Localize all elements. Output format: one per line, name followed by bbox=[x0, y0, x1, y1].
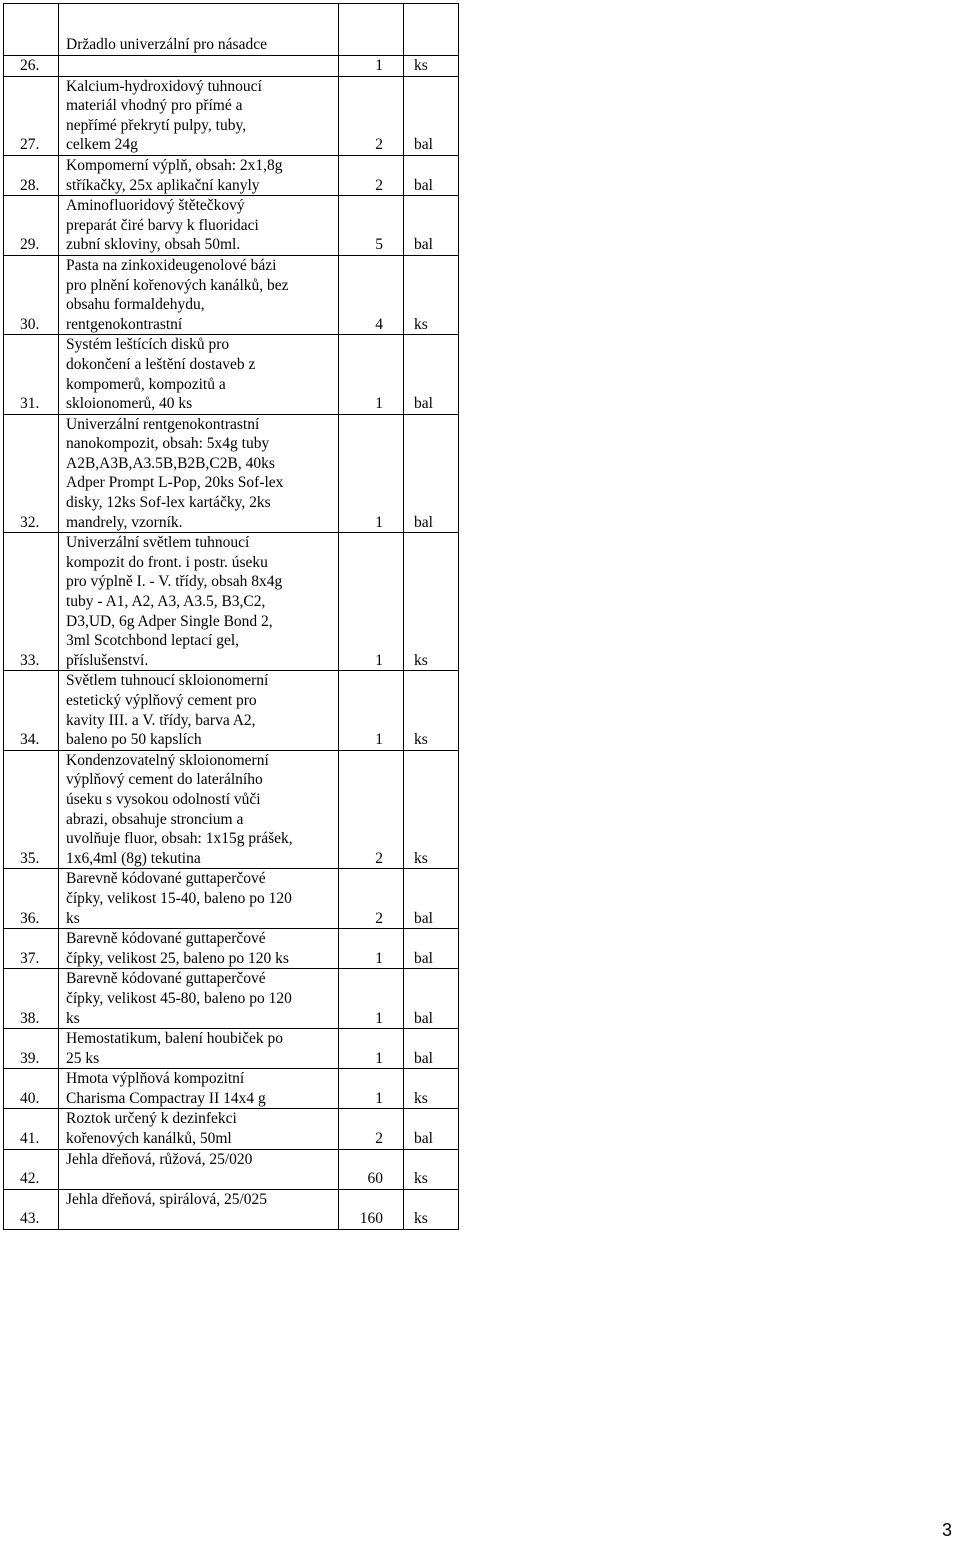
item-quantity: 1 bbox=[375, 57, 383, 74]
item-description: Univerzální rentgenokontrastní nanokompozit, obsah: 5x4g tuby A2B,A3B,A3.5B,B2B,C2B, 40ks Adper Prompt L-Pop, 20ks Sof-lex disky, 12ks Sof-lex kartáčky, 2ks mandrely, vzorník. bbox=[66, 415, 284, 531]
table-row bbox=[4, 76, 459, 155]
item-unit-cell bbox=[404, 1109, 459, 1149]
item-number-cell bbox=[4, 750, 59, 869]
items-table bbox=[3, 3, 459, 1230]
item-unit-cell bbox=[404, 929, 459, 969]
item-quantity: 1 bbox=[375, 395, 383, 413]
item-quantity: 160 bbox=[359, 1210, 383, 1228]
item-quantity-cell bbox=[339, 76, 404, 155]
item-number: 33. bbox=[20, 651, 40, 669]
item-unit: ks bbox=[414, 315, 428, 333]
item-quantity-cell bbox=[339, 155, 404, 195]
item-description-cell bbox=[59, 255, 339, 334]
item-description: Systém leštících disků pro dokončení a leštění dostaveb z kompomerů, kompozitů a skloionomerů, 40 ks bbox=[66, 336, 256, 413]
item-number-cell bbox=[4, 1149, 59, 1189]
item-quantity-cell bbox=[339, 869, 404, 929]
item-description: Světlem tuhnoucí skloionomerní estetický výplňový cement pro kavity III. a V. třídy, barva A2, baleno po 50 kapslích bbox=[66, 672, 269, 749]
item-unit: bal bbox=[414, 949, 433, 967]
item-quantity: 60 bbox=[367, 1170, 383, 1188]
item-unit-cell bbox=[404, 533, 459, 671]
item-description: Aminofluoridový štětečkový preparát čiré barvy k fluoridaci zubní skloviny, obsah 50ml. bbox=[66, 197, 259, 254]
item-description-cell bbox=[59, 1109, 339, 1149]
item-number: 34. bbox=[20, 731, 40, 749]
item-description-cell bbox=[59, 869, 339, 929]
item-description: Barevně kódované guttaperčové čípky, velikost 15-40, baleno po 120 ks bbox=[66, 870, 292, 927]
item-number-cell bbox=[4, 869, 59, 929]
item-quantity-cell bbox=[339, 1029, 404, 1069]
item-unit: bal bbox=[414, 136, 433, 154]
item-description: Roztok určený k dezinfekci kořenových kanálků, 50ml bbox=[66, 1110, 237, 1148]
item-description-cell bbox=[59, 76, 339, 155]
item-unit-cell bbox=[404, 196, 459, 256]
item-quantity-cell bbox=[339, 1109, 404, 1149]
table-row bbox=[4, 671, 459, 750]
item-unit: ks bbox=[414, 1170, 428, 1188]
item-description-cell bbox=[59, 1189, 339, 1229]
item-number-cell bbox=[4, 56, 59, 77]
item-number: 42. bbox=[20, 1170, 40, 1188]
item-unit: bal bbox=[414, 909, 433, 927]
item-description-cell bbox=[59, 155, 339, 195]
item-number: 32. bbox=[20, 513, 40, 531]
table-row bbox=[4, 56, 459, 77]
item-quantity-cell bbox=[339, 1069, 404, 1109]
item-number-cell bbox=[4, 255, 59, 334]
item-unit-cell bbox=[404, 1149, 459, 1189]
item-unit: ks bbox=[414, 1089, 428, 1107]
item-quantity: 2 bbox=[375, 849, 383, 867]
item-description: Hemostatikum, balení houbiček po 25 ks bbox=[66, 1030, 283, 1067]
item-number: 37. bbox=[20, 949, 40, 967]
item-number-cell bbox=[4, 1069, 59, 1109]
item-quantity-cell bbox=[339, 671, 404, 750]
item-number-cell bbox=[4, 1109, 59, 1149]
item-number: 30. bbox=[20, 315, 40, 333]
item-unit-cell bbox=[404, 335, 459, 414]
item-description: Jehla dřeňová, spirálová, 25/025 bbox=[66, 1190, 268, 1208]
item-number-cell bbox=[4, 671, 59, 750]
item-description: Kalcium-hydroxidový tuhnoucí materiál vhodný pro přímé a nepřímé překrytí pulpy, tuby, celkem 24g bbox=[66, 77, 262, 154]
item-number-cell bbox=[4, 1029, 59, 1069]
item-unit-cell bbox=[404, 1069, 459, 1109]
item-number-cell bbox=[4, 414, 59, 533]
table-row bbox=[4, 414, 459, 533]
item-description-cell bbox=[59, 1069, 339, 1109]
table-row bbox=[4, 1189, 459, 1229]
item-quantity: 1 bbox=[375, 513, 383, 531]
item-number: 36. bbox=[20, 909, 40, 927]
item-unit: bal bbox=[414, 1009, 433, 1027]
item-quantity: 2 bbox=[375, 1130, 383, 1148]
item-unit: bal bbox=[414, 513, 433, 531]
item-number: 31. bbox=[20, 395, 40, 413]
item-number: 38. bbox=[20, 1009, 40, 1027]
item-quantity: 1 bbox=[375, 1089, 383, 1107]
item-quantity: 2 bbox=[375, 176, 383, 194]
table-row bbox=[4, 4, 459, 56]
item-description-cell bbox=[59, 1149, 339, 1189]
item-unit: ks bbox=[414, 849, 428, 867]
table-row bbox=[4, 1069, 459, 1109]
item-number-cell bbox=[4, 155, 59, 195]
item-unit: ks bbox=[414, 731, 428, 749]
item-number: 35. bbox=[20, 849, 40, 867]
item-unit: ks bbox=[414, 651, 428, 669]
item-description: Jehla dřeňová, růžová, 25/020 bbox=[66, 1150, 253, 1168]
item-quantity: 1 bbox=[375, 731, 383, 749]
item-number: 40. bbox=[20, 1089, 40, 1107]
item-description: Barevně kódované guttaperčové čípky, velikost 25, baleno po 120 ks bbox=[66, 930, 289, 967]
item-number-cell bbox=[4, 969, 59, 1029]
item-quantity: 5 bbox=[375, 236, 383, 254]
item-unit-cell bbox=[404, 255, 459, 334]
item-number: 27. bbox=[20, 136, 40, 154]
item-description-cell bbox=[59, 750, 339, 869]
item-unit: ks bbox=[414, 57, 428, 74]
table-row bbox=[4, 929, 459, 969]
item-quantity-cell bbox=[339, 255, 404, 334]
item-quantity: 1 bbox=[375, 1009, 383, 1027]
item-number-cell bbox=[4, 76, 59, 155]
table-row bbox=[4, 196, 459, 256]
item-unit-cell bbox=[404, 414, 459, 533]
page-number: 3 bbox=[941, 1520, 952, 1540]
item-unit: bal bbox=[414, 1049, 433, 1067]
table-row bbox=[4, 1149, 459, 1189]
item-description: Hmota výplňová kompozitní Charisma Compactray II 14x4 g bbox=[66, 1070, 266, 1107]
table-row bbox=[4, 1109, 459, 1149]
item-quantity-cell bbox=[339, 4, 404, 56]
item-description: Pasta na zinkoxideugenolové bázi pro plnění kořenových kanálků, bez obsahu formaldehydu, rentgenokontrastní bbox=[66, 256, 289, 333]
item-description: Kompomerní výplň, obsah: 2x1,8g stříkačky, 25x aplikační kanyly bbox=[66, 156, 283, 194]
item-quantity: 2 bbox=[375, 136, 383, 154]
item-description: Barevně kódované guttaperčové čípky, velikost 45-80, baleno po 120 ks bbox=[66, 970, 292, 1027]
item-description: Kondenzovatelný skloionomerní výplňový cement do laterálního úseku s vysokou odolností vůči abrazi, obsahuje stroncium a uvolňuje fluor, obsah: 1x15g prášek, 1x6,4ml (8g) tekutina bbox=[66, 751, 293, 867]
item-number-cell bbox=[4, 196, 59, 256]
item-description-cell bbox=[59, 56, 339, 77]
item-unit: bal bbox=[414, 395, 433, 413]
item-unit: bal bbox=[414, 236, 433, 254]
item-unit-cell bbox=[404, 750, 459, 869]
item-number-cell bbox=[4, 929, 59, 969]
item-number-cell bbox=[4, 335, 59, 414]
item-unit-cell bbox=[404, 56, 459, 77]
item-unit-cell bbox=[404, 671, 459, 750]
item-quantity-cell bbox=[339, 335, 404, 414]
table-row bbox=[4, 335, 459, 414]
table-row bbox=[4, 869, 459, 929]
item-number-cell bbox=[4, 4, 59, 56]
item-description-cell bbox=[59, 969, 339, 1029]
item-description-cell bbox=[59, 929, 339, 969]
item-description: Univerzální světlem tuhnoucí kompozit do front. i postr. úseku pro výplně I. - V. třídy, obsah 8x4g tuby - A1, A2, A3, A3.5, B3,C2, D3,UD, 6g Adper Single Bond 2, 3ml Scotchbond leptací gel, příslušenství. bbox=[66, 534, 283, 669]
item-description-cell bbox=[59, 533, 339, 671]
item-quantity: 2 bbox=[375, 909, 383, 927]
table-row bbox=[4, 1029, 459, 1069]
item-quantity-cell bbox=[339, 1189, 404, 1229]
item-number: 29. bbox=[20, 236, 40, 254]
item-quantity-cell bbox=[339, 750, 404, 869]
item-unit-cell bbox=[404, 76, 459, 155]
item-number-cell bbox=[4, 1189, 59, 1229]
item-unit: ks bbox=[414, 1210, 428, 1228]
item-quantity-cell bbox=[339, 1149, 404, 1189]
item-quantity-cell bbox=[339, 969, 404, 1029]
item-unit-cell bbox=[404, 969, 459, 1029]
item-description-cell bbox=[59, 414, 339, 533]
item-quantity-cell bbox=[339, 929, 404, 969]
item-number: 39. bbox=[20, 1049, 40, 1067]
item-description-cell bbox=[59, 4, 339, 56]
item-description: Držadlo univerzální pro násadce bbox=[66, 36, 267, 54]
item-unit-cell bbox=[404, 1029, 459, 1069]
item-number-cell bbox=[4, 533, 59, 671]
item-number: 41. bbox=[20, 1130, 40, 1148]
items-table-body bbox=[4, 4, 459, 1230]
item-description-cell bbox=[59, 335, 339, 414]
item-unit-cell bbox=[404, 4, 459, 56]
table-row bbox=[4, 533, 459, 671]
item-quantity: 4 bbox=[375, 315, 383, 333]
item-number: 28. bbox=[20, 176, 40, 194]
item-description-cell bbox=[59, 1029, 339, 1069]
item-unit-cell bbox=[404, 155, 459, 195]
table-row bbox=[4, 155, 459, 195]
item-quantity: 1 bbox=[375, 1049, 383, 1067]
item-description-cell bbox=[59, 196, 339, 256]
item-number: 26. bbox=[20, 57, 40, 74]
item-unit: bal bbox=[414, 176, 433, 194]
table-row bbox=[4, 969, 459, 1029]
item-quantity-cell bbox=[339, 533, 404, 671]
item-quantity-cell bbox=[339, 196, 404, 256]
item-quantity: 1 bbox=[375, 949, 383, 967]
item-unit: bal bbox=[414, 1130, 433, 1148]
item-quantity: 1 bbox=[375, 651, 383, 669]
item-quantity-cell bbox=[339, 414, 404, 533]
item-unit-cell bbox=[404, 869, 459, 929]
table-row bbox=[4, 255, 459, 334]
table-row bbox=[4, 750, 459, 869]
item-quantity-cell bbox=[339, 56, 404, 77]
item-number: 43. bbox=[20, 1210, 40, 1228]
item-unit-cell bbox=[404, 1189, 459, 1229]
item-description-cell bbox=[59, 671, 339, 750]
